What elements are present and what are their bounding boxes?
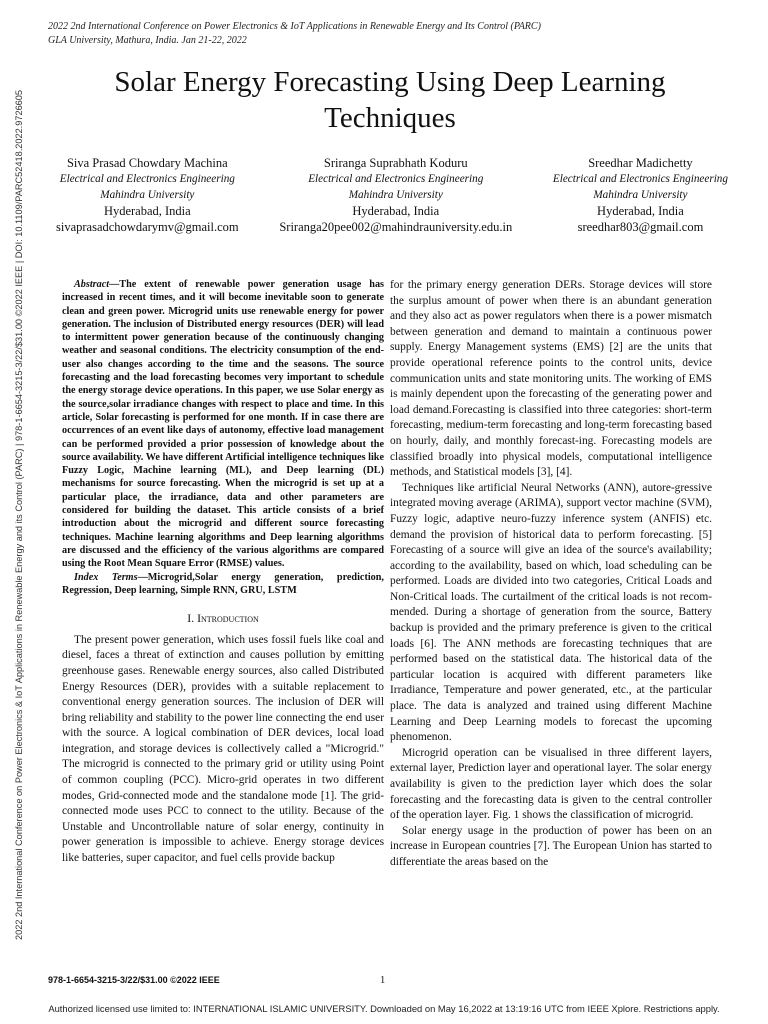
conference-name: 2022 2nd International Conference on Power Electronics & IoT Applications in Renewable Energy and Its Control (PARC) (48, 21, 541, 32)
body-paragraph: Techniques like artificial Neural Networks (ANN), autore-gressive integrated moving average (ARIMA), support vector machine (SVM), Fuzzy logic, adaptive neuro-fuzzy inference system (ANFIS) etc. demand the provision of historical data to perform forecasting. [5] Forecasting of a source will give an idea of the source's availability; according to the availability, based on which, load scheduling can be performed. Loads are divided into two categories, Critical Loads and Non-Critical loads. The curtailment of the critical loads is not recom-mended. During a shortage of generation from the source, Battery backup is provided and the primary preference is given to the critical loads [6]. The ANN methods are forecasting techniques that are performed based on the statistical data. The historical data of the particular location is acquired with different parameters like Irradiance, Temperature and power generated, etc., at the particular place. The data is analyzed and trained using different Machine Learning and Deep Learning models to forecast the upcoming phenomenon. (390, 481, 712, 744)
body-paragraph: The present power generation, which uses fossil fuels like coal and diesel, faces a threat of extinction and causes pollution by emitting greenhouse gases. Renewable energy sources, also called Distributed Energy Resources (DER), provides with a suitable replacement to conventional energy generation sources. The inclusion of DER will bring reliability and stability to the power line connecting the end user with the source. A logical combination of DER devices, local load integration, and storage devices is collectively called a "Microgrid." The microgrid is connected to the primary grid or utility using Point of common coupling (PCC). Micro-grid operates in two different modes, Grid-connected mode and the standalone mode [1]. The grid-connected mode uses PCC to connect to the utility. Because of the Unstable and Uncontrollable nature of solar energy, continuity in power generation is impossible to achieve. Energy storage devices like batteries, super capacitor, and fuel cells provide backup (62, 633, 384, 865)
author-2 (279, 155, 512, 235)
left-column (62, 278, 384, 867)
footer-isbn: 978-1-6654-3215-3/22/$31.00 ©2022 IEEE (48, 975, 220, 985)
author-city: Hyderabad, India (103, 204, 191, 218)
author-department: Electrical and Electronics Engineering (552, 173, 728, 185)
page-number: 1 (380, 975, 386, 986)
author-name: Sriranga Suprabhath Koduru (323, 156, 468, 170)
section-heading (62, 611, 384, 627)
author-department: Electrical and Electronics Engineering (308, 173, 484, 185)
author-block (56, 155, 728, 235)
conference-venue: GLA University, Mathura, India. Jan 21-22, 2022 (48, 35, 247, 46)
body-paragraph: for the primary energy generation DERs. Storage devices will store the surplus amount of power when there is an abundant generation and they also act as power regulators when there is a power mismatch between generation and demand to maintain a continuous power supply. Energy Management systems (EMS) [2] are the units that provide operational reference points to the control units, device communication units and state monitoring units. The working of EMS is mainly dependent upon the forecasting of the generating power and load demand.Forecasting is classified into three categories: short-term forecasting, medium-term forecasting and long-term forecasting based on hourly, daily, and monthly forecast-ing. Forecasting models are classified broadly into physical models, computational intelligence methods, and Statistical models [3], [4]. (390, 279, 712, 479)
author-department: Electrical and Electronics Engineering (59, 173, 235, 185)
author-email: sreedhar803@gmail.com (577, 220, 704, 234)
index-terms (62, 571, 384, 598)
author-city: Hyderabad, India (597, 204, 684, 218)
body-paragraph: Solar energy usage in the production of power has been on an increase in European countries [7]. The European Union has started to differentiate the areas based on the (390, 824, 712, 868)
author-university: Mahindra University (348, 189, 443, 201)
section-title: Introduction (197, 611, 259, 626)
right-column (390, 278, 712, 871)
abstract-text: —The extent of renewable power generation usage has increased in recent times, and it will become inevitable soon to generate clean and green power. Microgrid units use renewable energy for power generation. The inclusion of Distributed energy resources (DER) will lead to intermittent power generation because of the continuously changing weather and seasonal conditions. The electricity consumption of the end-user also changes according to the time and the seasons. The source forecasting and the load forecasting becomes very important to schedule the energy storage device operations. In this paper, we use Solar energy as the source,solar irradiance changes with respect to place and time. In this article, Solar forecasting is performed for one month. If in case there are occurrences of an event like days of autonomy, effective load management can be performed provided a prior possession of knowledge about the source availability. We have different Artificial intelligence techniques like Fuzzy Logic, Machine learning (ML), and Deep learning (DL) mechanisms for source forecasting. When the microgrid is set up at a particular place, the irradiance, data and other parameters are considered for building the dataset. This article consists of a brief introduction about the microgrid and different source forecasting techniques. Machine learning algorithms and Deep learning algorithms are discussed and the efficiency of the various algorithms are compared using the Root Mean Square Error (RMSE) values. (62, 279, 384, 570)
author-university: Mahindra University (100, 189, 195, 201)
author-name: Sreedhar Madichetty (588, 156, 693, 170)
author-university: Mahindra University (593, 189, 688, 201)
author-email: Sriranga20pee002@mahindrauniversity.edu.in (279, 220, 513, 234)
author-city: Hyderabad, India (352, 204, 440, 218)
index-terms-text: —Microgrid,Solar energy generation, prediction, Regression, Deep learning, Simple RNN, GRU, LSTM (62, 571, 384, 596)
author-name: Siva Prasad Chowdary Machina (66, 156, 228, 170)
author-email: sivaprasadchowdarymv@gmail.com (56, 220, 239, 234)
index-terms-label: Index Terms (74, 571, 138, 583)
license-notice: Authorized licensed use limited to: INTERNATIONAL ISLAMIC UNIVERSITY. Downloaded on May 16,2022 at 13:19:16 UTC from IEEE Xplore. Restrictions apply. (48, 1003, 720, 1014)
author-1 (56, 155, 239, 235)
section-numeral: I. (187, 611, 198, 626)
paper-title: Solar Energy Forecasting Using Deep Learning Techniques (114, 66, 666, 134)
doi-side-note: 2022 2nd International Conference on Power Electronics & IoT Applications in Renewable Energy and its Control (PARC) | 978-1-6654-3215-3/22/$31.00 ©2022 IEEE | DOI: 10.1109/PARC52418.2022.9726605 (14, 89, 24, 940)
author-3 (553, 155, 728, 235)
body-paragraph: Microgrid operation can be visualised in three different layers, external layer, Prediction layer and operational layer. The solar energy availability is given to the prediction layer which does the solar forecasting and the forecasting data is given to the central controller of the operation layer. Fig. 1 shows the classification of microgrid. (390, 746, 712, 822)
abstract (62, 278, 384, 571)
conference-header (48, 20, 688, 48)
abstract-label: Abstract (74, 279, 110, 290)
